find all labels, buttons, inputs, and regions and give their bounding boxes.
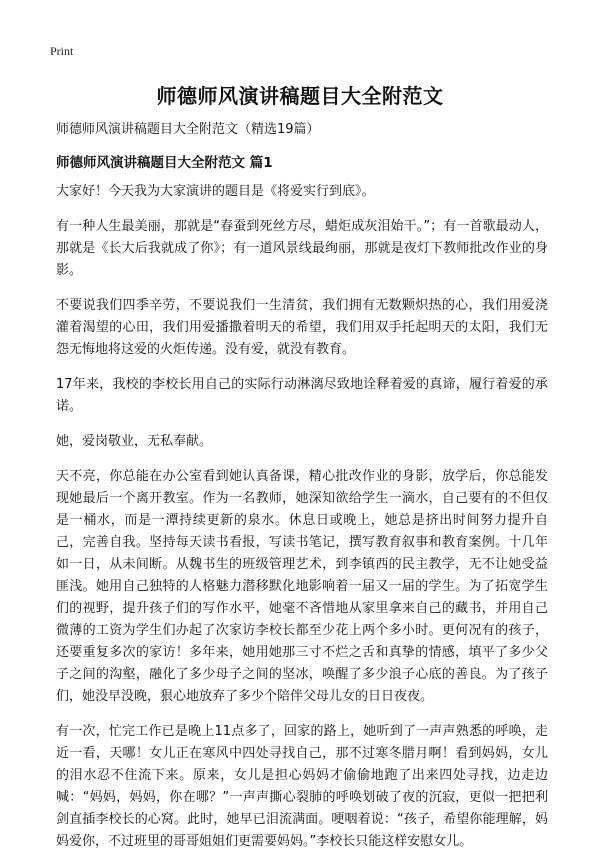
paragraph: 她，爱岗敬业，无私奉献。	[56, 434, 213, 449]
section-heading: 师德师风演讲稿题目大全附范文 篇1	[56, 155, 273, 171]
paragraph: 有一种人生最美丽，那就是“春蚕到死丝方尽，蜡炬成灰泪始干。”；有一首歌最动人，那就是《长大后我就成了你》；有一道风景线最绚丽，那就是夜灯下教师批改作业的身影。	[56, 219, 548, 278]
document-subtitle: 师德师风演讲稿题目大全附范文（精选19篇）	[56, 122, 320, 137]
paragraph: 不要说我们四季辛劳，不要说我们一生清贫，我们拥有无数颗炽热的心，我们用爱浇灌着渴望的心田，我们用爱播撒着明天的希望，我们用双手托起明天的太阳，我们无怨无悔地将这爱的火炬传递。没有爱，就没有教育。	[56, 298, 548, 357]
print-link[interactable]: Print	[50, 44, 74, 58]
document-title: 师德师风演讲稿题目大全附范文	[156, 84, 444, 108]
paragraph: 大家好！今天我为大家演讲的题目是《将爱实行到底》。	[56, 184, 375, 199]
paragraph: 17年来，我校的李校长用自己的实际行动淋漓尽致地诠释着爱的真谛，履行着爱的承诺。	[56, 377, 548, 414]
paragraph: 有一次，忙完工作已是晚上11点多了，回家的路上，她听到了一声声熟悉的呼唤，走近一看，天哪！女儿正在寒风中四处寻找自己，那不过寒冬腊月啊！看到妈妈，女儿的泪水忍不住流下来。原来，女儿是担心妈妈才偷偷地跑了出来四处寻找，边走边喊：“妈妈，妈妈，你在哪？”一声声撕心裂肺的呼唤划破了夜的沉寂，更似一把把利剑直插李校长的心窝。此时，她早已泪流满面。哽咽着说：“孩子，希望你能理解，妈妈爱你，不过班里的哥哥姐姐们更需要妈妈。”李校长只能这样安慰女儿。	[56, 724, 548, 849]
article-body	[56, 181, 548, 866]
paragraph: 天不亮，你总能在办公室看到她认真备课，精心批改作业的身影，放学后，你总能发现她最后一个离开教室。作为一名教师，她深知欲给学生一滴水，自己要有的不但仅是一桶水，而是一潭持续更新的泉水。休息日或晚上，她总是挤出时间努力提升自己，完善自我。坚持每天读书看报，写读书笔记，撰写教育叙事和教育案例。十几年如一日，从未间断。从魏书生的班级管理艺术，到李镇西的民主教学，无不让她受益匪浅。她用自己独特的人格魅力潜移默化地影响着一届又一届的学生。为了拓宽学生们的视野，提升孩子们的写作水平，她毫不吝惜地从家里拿来自己的藏书，并用自己微薄的工资为学生们办起了次家访李校长都至少花上两个多小时。更何况有的孩子，还要重复多次的家访！多年来，她用她那三寸不烂之舌和真挚的情感，填平了多少父子之间的沟壑，融化了多少母子之间的坚冰，唤醒了多少浪子心底的善良。为了孩子们，她没早没晚，狠心地放弃了多少个陪伴父母儿女的日日夜夜。	[56, 469, 548, 704]
